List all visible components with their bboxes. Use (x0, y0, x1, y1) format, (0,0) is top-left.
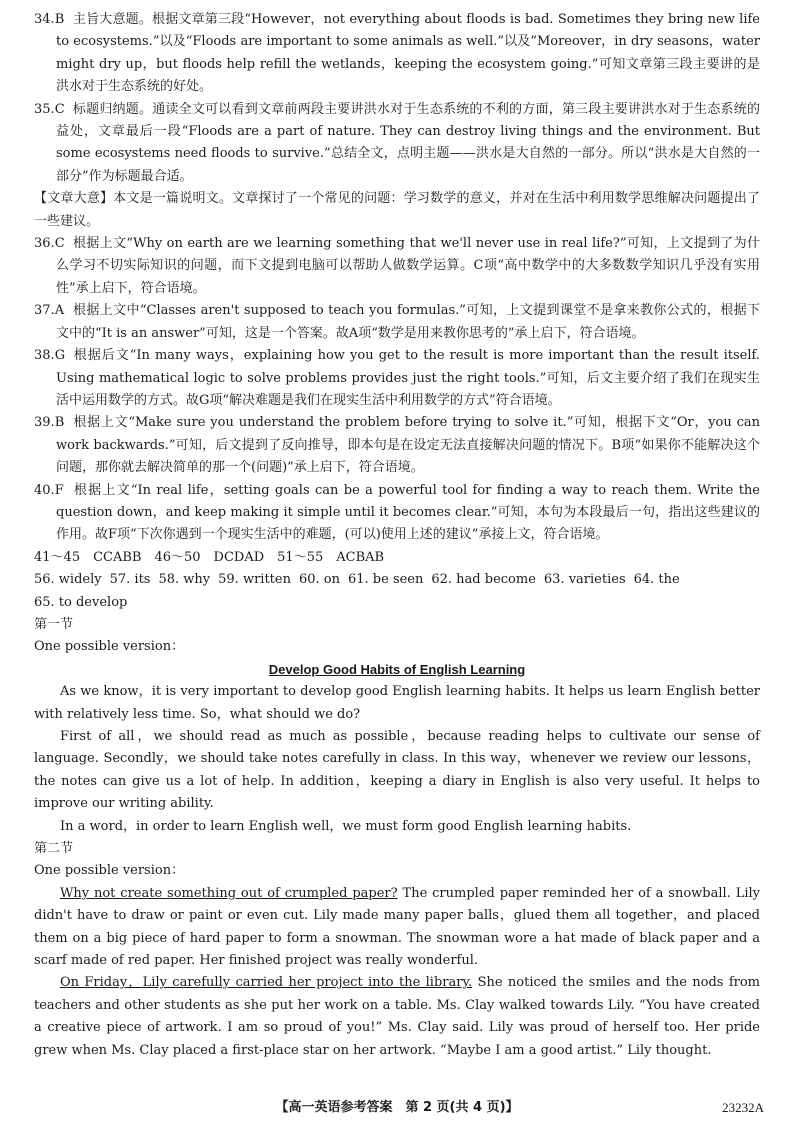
section2-label: 第二节 (34, 841, 74, 857)
answer-explanation: 主旨大意题。根据文章第三段“However，not everything about floods is bad. Sometimes they bring new life to ecosystems.”以及“Floods are important to some animals as well.”以及“Moreover，in dry seasons，water might dry up，but floods help refill the wetlands，keeping the ecosystem going.”可知文章第三段主要讲的是洪水对于生态系统的好处。 (56, 12, 760, 95)
fill-answer: 57. its (109, 572, 151, 588)
answer-letter: A (54, 303, 65, 319)
fill-answer: 62. had become (431, 572, 536, 588)
answer-letter: C (54, 236, 65, 252)
answer-40 (34, 480, 760, 547)
given-opening-sentence: Why not create something out of crumpled paper? (60, 885, 398, 901)
answer-37 (34, 300, 760, 345)
answer-explanation: 标题归纳题。通读全文可以看到文章前两段主要讲洪水对于生态系统的不利的方面，第三段主要讲洪水对于生态系统的益处，文章最后一段“Floods are a part of nature. They can destroy living things and the environment. But some ecosystems need floods to survive.”总结全文，点明主题——洪水是大自然的一部分。所以“洪水是大自然的一部分”作为标题最合适。 (56, 101, 760, 184)
essay-paragraph: As we know，it is very important to develop good English learning habits. It helps us learn English better with relatively less time. So，what should we do? (34, 684, 760, 722)
answer-number: 39. (34, 415, 55, 431)
page-footer (0, 1097, 794, 1121)
answer-34 (34, 9, 760, 99)
fill-answer: 63. varieties (543, 572, 626, 588)
answer-number: 38. (34, 348, 55, 364)
answer-39 (34, 412, 760, 479)
answer-explanation: 根据上文中“Classes aren't supposed to teach you formulas.”可知，上文提到课堂不是拿来教你公式的，根据下文中的“It is an answer”可知，这是一个答案。故A项“数学是用来教你思考的”承上启下，符合语境。 (56, 303, 760, 341)
fill-answer-65: 65. to develop (34, 594, 128, 610)
answer-number: 37. (34, 303, 55, 319)
page-content (34, 9, 760, 1062)
answer-letter: G (54, 348, 66, 364)
answer-letter: F (54, 482, 64, 498)
fill-answer: 56. widely (34, 572, 102, 588)
answer-number: 34. (34, 12, 55, 27)
answer-38 (34, 345, 760, 412)
answer-letter: B (54, 415, 65, 431)
footer-page-info: 【高一英语参考答案 第 2 页(共 4 页)】 (275, 1100, 519, 1115)
section1-intro: One possible version： (34, 639, 185, 655)
essay-paragraph: In a word，in order to learn English well，we must form good English learning habits. (60, 818, 632, 834)
story-paragraph-2 (34, 972, 760, 1062)
answer-35 (34, 99, 760, 189)
passage-summary: 【文章大意】本文是一篇说明文。文章探讨了一个常见的问题：学习数学的意义，并对在生活中利用数学思维解决问题提出了一些建议。 (34, 191, 760, 229)
answer-explanation: 根据上文“Make sure you understand the problem before trying to solve it.”可知，根据下文“Or，you can work backwards.”可知，后文提到了反向推导，即本句是在设定无法直接解决问题的情况下。B项“如果你不能解决这个问题，那你就去解决简单的那一个(问题)”承上启下，符合语境。 (56, 415, 760, 476)
answer-letter: C (54, 101, 65, 117)
fill-answers-line (34, 569, 760, 591)
fill-answer: 59. written (218, 572, 291, 588)
footer-code: 23232A (722, 1100, 764, 1115)
section2-intro: One possible version： (34, 863, 185, 879)
answer-letter: B (54, 12, 65, 27)
choice-answers-line: 41～45 CCABB 46～50 DCDAD 51～55 ACBAB (34, 549, 385, 565)
section1-label: 第一节 (34, 616, 74, 632)
answer-explanation: 根据上文“In real life，setting goals can be a powerful tool for finding a way to reach them. Write the question down，and keep making it simple until it becomes clear.”可知，本句为本段最后一句，指出这些建议的作用。故F项“下次你遇到一个现实生活中的难题，(可以)使用上述的建议”承接上文，符合语境。 (56, 482, 760, 543)
answer-explanation: 根据上文“Why on earth are we learning something that we'll never use in real life?”可知，上文提到了为什么学习不切实际知识的问题，而下文提到电脑可以帮助人做数学运算。C项“高中数学中的大多数数学知识几乎没有实用性”承上启下，符合语境。 (56, 236, 760, 296)
story-paragraph-1 (34, 883, 760, 973)
answer-36 (34, 233, 760, 300)
answer-number: 40. (34, 482, 55, 498)
story-text: The crumpled paper reminded her of a snowball. Lily didn't have to draw or paint or even cut. Lily made many paper balls，glued them all together，and placed them on a big piece of hard paper to form a snowman. The snowman wore a hat made of black paper and a scarf made of red paper. Her finished project was really wonderful. (34, 885, 760, 969)
fill-answer: 58. why (158, 572, 211, 588)
given-opening-sentence: On Friday，Lily carefully carried her project into the library. (60, 975, 473, 991)
answer-number: 35. (34, 101, 55, 117)
answer-number: 36. (34, 236, 55, 252)
essay-title: Develop Good Habits of English Learning (268, 661, 526, 677)
story-text: She noticed the smiles and the nods from teachers and other students as she put her work on a table. Ms. Clay walked towards Lily. “You have created a creative piece of artwork. I am so proud of you!” Ms. Clay said. Lily was proud of herself too. Her pride grew when Ms. Clay placed a first-place star on her artwork. “Maybe I am a good artist.” Lily thought. (34, 975, 761, 1058)
fill-answer: 60. on (298, 572, 340, 588)
answer-explanation: 根据后文“In many ways，explaining how you get to the result is more important than the result itself. Using mathematical logic to solve problems provides just the right tools.”可知，后文主要介绍了我们在现实生活中运用数学的方式。故G项“解决难题是我们在现实生活中利用数学的方式”符合语境。 (56, 348, 760, 408)
fill-answer: 64. the (633, 572, 680, 588)
essay-paragraph: First of all，we should read as much as possible，because reading helps to cultivate our sense of language. Secondly，we should take notes carefully in class. In this way，whenever we review our lessons，the notes can give us a lot of help. In addition，keeping a diary in English is also very useful. It helps to improve our writing ability. (34, 729, 760, 812)
fill-answer: 61. be seen (347, 572, 424, 588)
